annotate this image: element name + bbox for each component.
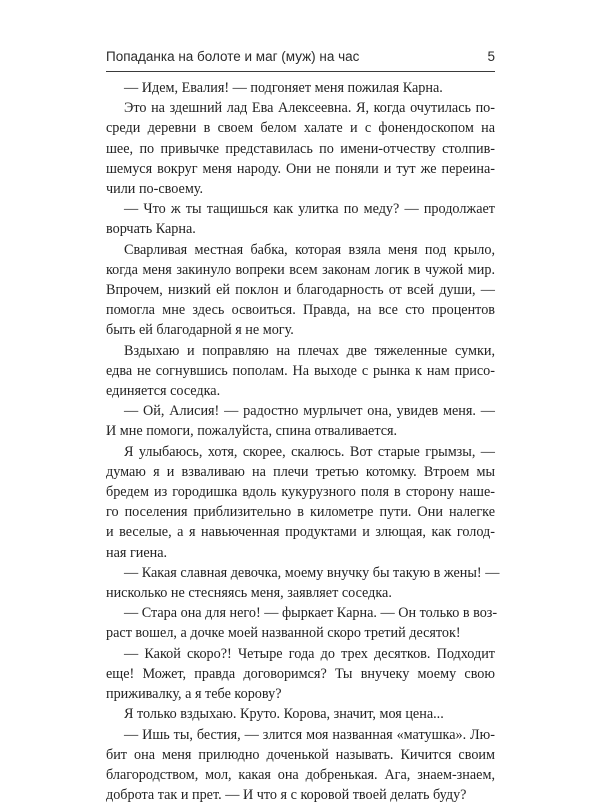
page-header	[106, 49, 495, 69]
text-line: нисколько не стесняясь меня, заявляет соседка.	[106, 583, 495, 603]
text-line: помогла мне здесь освоиться. Правда, на все сто процентов	[106, 300, 495, 320]
paragraph	[106, 603, 495, 643]
paragraph	[106, 401, 495, 441]
text-line: и веселые, а я навьюченная продуктами и злющая, как голод-	[106, 522, 495, 542]
text-line: И мне помоги, пожалуйста, спина отваливается.	[106, 421, 495, 441]
text-line: Я только вздыхаю. Круто. Корова, значит, моя цена...	[106, 704, 495, 724]
body-text	[106, 78, 495, 805]
text-line: благородством, мол, какая она добренькая. Ага, знаем-знаем,	[106, 765, 495, 785]
text-line: — Ишь ты, бестия, — злится моя названная «матушка». Лю-	[106, 725, 495, 745]
text-line: шемуся вокруг меня народу. Они не поняли и тут же переина-	[106, 159, 495, 179]
text-line: — Что ж ты тащишься как улитка по меду? — продолжает	[106, 199, 495, 219]
running-title: Попаданка на болоте и маг (муж) на час	[106, 49, 359, 64]
text-line: среди деревни в своем белом халате и с фонендоскопом на	[106, 118, 495, 138]
text-line: шее, по привычке представилась по имени-отчеству столпив-	[106, 139, 495, 159]
text-line: думаю я и взваливаю на плечи третью котомку. Втроем мы	[106, 462, 495, 482]
text-line: — Стара она для него! — фыркает Карна. — Он только в воз-	[106, 603, 495, 623]
paragraph	[106, 563, 495, 603]
text-line: ворчать Карна.	[106, 219, 495, 239]
text-line: бредем из городишка вдоль кукурузного поля в сторону наше-	[106, 482, 495, 502]
text-line: раст вошел, а дочке моей названной скоро третий десяток!	[106, 623, 495, 643]
page-number: 5	[487, 49, 495, 64]
text-line: доброта так и прет. — И что я с коровой твоей делать буду?	[106, 785, 495, 805]
paragraph	[106, 240, 495, 341]
paragraph	[106, 341, 495, 402]
text-line: бит она меня прилюдно доченькой называть. Кичится своим	[106, 745, 495, 765]
text-line: Вздыхаю и поправляю на плечах две тяжеленные сумки,	[106, 341, 495, 361]
paragraph	[106, 78, 495, 98]
text-line: чили по-своему.	[106, 179, 495, 199]
text-line: еще! Может, правда договоримся? Ты внучеку моему свою	[106, 664, 495, 684]
paragraph	[106, 98, 495, 199]
paragraph	[106, 704, 495, 724]
text-line: ная гиена.	[106, 543, 495, 563]
text-line: — Какая славная девочка, моему внучку бы такую в жены! —	[106, 563, 495, 583]
text-line: — Ой, Алисия! — радостно мурлычет она, увидев меня. —	[106, 401, 495, 421]
text-line: приживалку, а я тебе корову?	[106, 684, 495, 704]
paragraph	[106, 725, 495, 805]
text-line: когда меня закинуло вопреки всем законам логик в чужой мир.	[106, 260, 495, 280]
header-rule	[106, 71, 495, 72]
text-line: го поселения приблизительно в километре пути. Они налегке	[106, 502, 495, 522]
text-line: Это на здешний лад Ева Алексеевна. Я, когда очутилась по-	[106, 98, 495, 118]
text-line: быть ей благодарной я не могу.	[106, 320, 495, 340]
text-line: Сварливая местная бабка, которая взяла меня под крыло,	[106, 240, 495, 260]
text-line: едва не согнувшись пополам. На выходе с рынка к нам присо-	[106, 361, 495, 381]
text-line: Я улыбаюсь, хотя, скорее, скалюсь. Вот старые грымзы, —	[106, 442, 495, 462]
paragraph	[106, 644, 495, 705]
text-line: единяется соседка.	[106, 381, 495, 401]
paragraph	[106, 442, 495, 563]
paragraph	[106, 199, 495, 239]
text-line: Впрочем, низкий ей поклон и благодарность от всей души, —	[106, 280, 495, 300]
text-line: — Идем, Евалия! — подгоняет меня пожилая Карна.	[106, 78, 495, 98]
text-line: — Какой скоро?! Четыре года до трех десятков. Подходит	[106, 644, 495, 664]
